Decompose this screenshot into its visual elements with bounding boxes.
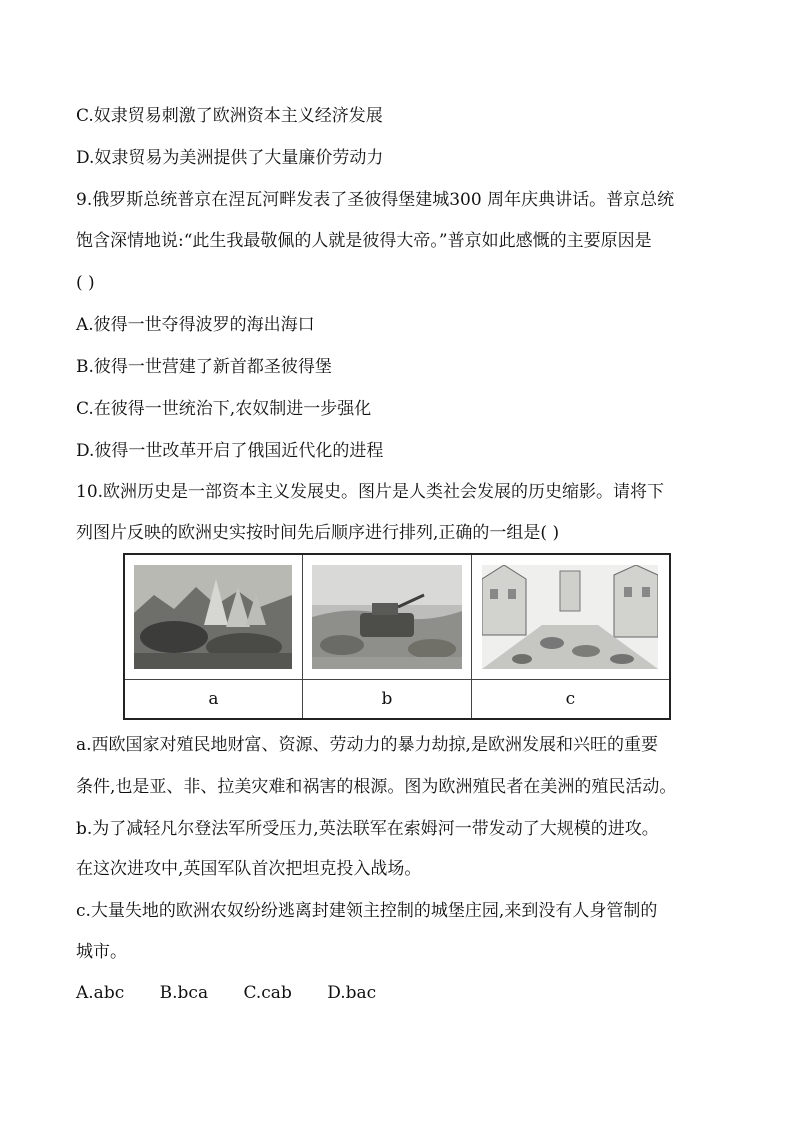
question-9-option-c: C.在彼得一世统治下,农奴制进一步强化 xyxy=(76,399,372,419)
option-a: A.abc xyxy=(76,983,125,1003)
statement-a-1: a.西欧国家对殖民地财富、资源、劳动力的暴力劫掠,是欧洲发展和兴旺的重要 xyxy=(76,735,658,755)
line-d-q8: D.奴隶贸易为美洲提供了大量廉价劳动力 xyxy=(76,148,384,168)
statement-b-2: 在这次进攻中,英国军队首次把坦克投入战场。 xyxy=(76,859,422,879)
question-9-stem-2: 饱含深情地说:“此生我最敬佩的人就是彼得大帝。”普京如此感慨的主要原因是 xyxy=(76,231,652,251)
picture-label-b: b xyxy=(302,680,471,720)
medieval-town-illustration xyxy=(482,565,658,669)
question-10-stem-2: 列图片反映的欧洲史实按时间先后顺序进行排列,正确的一组是( ) xyxy=(76,523,560,543)
option-b: B.bca xyxy=(159,983,209,1003)
question-10-stem-1: 10.欧洲历史是一部资本主义发展史。图片是人类社会发展的历史缩影。请将下 xyxy=(76,482,665,502)
statement-b-1: b.为了减轻凡尔登法军所受压力,英法联军在索姆河一带发动了大规模的进攻。 xyxy=(76,819,659,839)
option-d: D.bac xyxy=(327,983,377,1003)
picture-label-a: a xyxy=(124,680,302,720)
picture-cell-a xyxy=(124,554,302,680)
question-9-option-a: A.彼得一世夺得波罗的海出海口 xyxy=(76,315,315,335)
statement-c-1: c.大量失地的欧洲农奴纷纷逃离封建领主控制的城堡庄园,来到没有人身管制的 xyxy=(76,901,658,921)
question-9-option-b: B.彼得一世营建了新首都圣彼得堡 xyxy=(76,357,332,377)
picture-label-c: c xyxy=(471,680,670,720)
option-c: C.cab xyxy=(243,983,292,1003)
picture-table xyxy=(123,553,671,720)
question-9-blank: ( ) xyxy=(76,273,95,293)
question-10-options xyxy=(76,982,406,1004)
colonial-scene-illustration xyxy=(134,565,292,669)
battlefield-tank-illustration xyxy=(312,565,462,669)
statement-a-2: 条件,也是亚、非、拉美灾难和祸害的根源。图为欧洲殖民者在美洲的殖民活动。 xyxy=(76,777,677,797)
question-9-stem-1: 9.俄罗斯总统普京在涅瓦河畔发表了圣彼得堡建城300 周年庆典讲话。普京总统 xyxy=(76,190,675,210)
picture-cell-c xyxy=(471,554,670,680)
picture-cell-b xyxy=(302,554,471,680)
statement-c-2: 城市。 xyxy=(76,942,127,962)
question-9-option-d: D.彼得一世改革开启了俄国近代化的进程 xyxy=(76,441,384,461)
line-c-q8: C.奴隶贸易刺激了欧洲资本主义经济发展 xyxy=(76,106,383,126)
